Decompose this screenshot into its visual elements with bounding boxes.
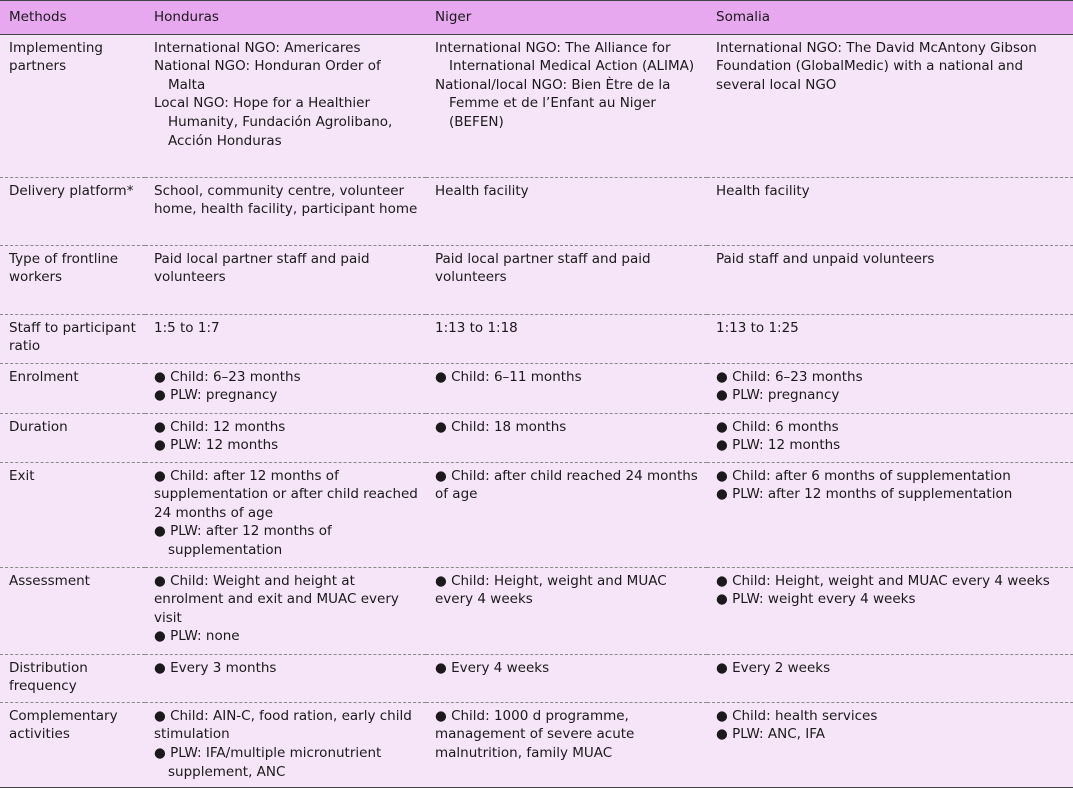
bullet-item: ● Child: 6–23 months [716,368,1065,387]
bullet-item: ● PLW: pregnancy [154,386,418,405]
cell-somalia [707,702,1073,787]
cell-niger [426,567,707,654]
partner-line: National/local NGO: Bien Ètre de la Femme et de l’Enfant au Niger (BEFEN) [435,76,671,130]
bullet-item: ● Child: 18 months [435,418,699,437]
row-complementary-activities [0,702,1073,787]
bullet-item: ● Child: 6 months [716,418,1065,437]
header-row [0,1,1073,35]
partner-line: International NGO: The Alliance for International Medical Action (ALIMA) [435,39,695,75]
row-distribution-frequency [0,654,1073,702]
row-assessment [0,567,1073,654]
header-somalia: Somalia [716,9,771,25]
cell-honduras: 1:5 to 1:7 [145,314,426,363]
bullet-text: PLW: IFA/multiple micronutrient supplement, ANC [168,744,382,780]
cell-honduras [145,34,426,177]
row-frontline-workers [0,245,1073,314]
bullet-item: ● Child: Weight and height at enrolment and exit and MUAC every visit [154,572,418,628]
partner-line: International NGO: Americares [154,39,361,56]
cell-niger [426,654,707,702]
partner-line: Local NGO: Hope for a Healthier Humanity, Fundación Agrolibano, Acción Honduras [154,95,393,149]
cell-honduras [145,413,426,462]
header-methods: Methods [9,9,67,25]
row-label: Complementary activities [0,702,145,787]
bullet-item: ● PLW: 12 months [716,436,1065,455]
row-label: Duration [0,413,145,462]
row-label: Distribution frequency [0,654,145,702]
cell-niger [426,462,707,567]
row-label: Staff to participant ratio [0,314,145,363]
row-label: Assessment [0,567,145,654]
cell-somalia [707,462,1073,567]
bullet-item: ● Every 3 months [154,659,418,678]
row-label: Type of frontline workers [0,245,145,314]
row-label: Enrolment [0,363,145,413]
cell-somalia [707,363,1073,413]
bullet-item [154,744,418,781]
cell-niger [426,702,707,787]
row-enrolment [0,363,1073,413]
bullet-text: PLW: after 12 months of supplementation [168,523,332,558]
bullet-item: ● Child: 6–23 months [154,368,418,387]
partner-line: National NGO: Honduran Order of Malta [154,58,381,93]
bullet-dot [154,523,170,539]
bullet-item: ● PLW: none [154,627,418,646]
cell-somalia [707,567,1073,654]
header-niger: Niger [435,9,472,25]
bullet-item: ● Every 4 weeks [435,659,699,678]
cell-niger [426,34,707,177]
bullet-item: ● Child: Height, weight and MUAC every 4 weeks [716,572,1065,591]
bullet-item: ● PLW: pregnancy [716,386,1065,405]
bullet-item: ● Child: health services [716,707,1065,726]
cell-niger: 1:13 to 1:18 [426,314,707,363]
bullet-item: ● PLW: weight every 4 weeks [716,590,1065,609]
bullet-item: ● Child: Height, weight and MUAC every 4 weeks [435,572,699,609]
cell-somalia: 1:13 to 1:25 [707,314,1073,363]
cell-somalia: Paid staff and unpaid volunteers [707,245,1073,314]
bullet-dot [154,745,170,761]
cell-somalia [707,413,1073,462]
header-honduras: Honduras [154,9,219,25]
cell-niger [426,363,707,413]
cell-honduras [145,567,426,654]
row-duration [0,413,1073,462]
bullet-item: ● Child: 12 months [154,418,418,437]
bullet-item: ● Child: after 12 months of supplementation or after child reached 24 months of age [154,467,418,523]
cell-niger: Health facility [426,177,707,245]
bullet-item: ● Child: 1000 d programme, management of severe acute malnutrition, family MUAC [435,707,699,763]
bullet-item: ● PLW: ANC, IFA [716,725,1065,744]
bullet-item: ● Child: AIN-C, food ration, early child stimulation [154,707,418,744]
cell-honduras [145,462,426,567]
cell-somalia: International NGO: The David McAntony Gibson Foundation (GlobalMedic) with a national and several local NGO [716,39,1037,93]
row-implementing-partners [0,34,1073,177]
cell-honduras [145,702,426,787]
cell-honduras [145,654,426,702]
bullet-item: ● PLW: after 12 months of supplementation [716,485,1065,504]
bullet-item: ● Child: after 6 months of supplementation [716,467,1065,486]
cell-honduras: Paid local partner staff and paid volunteers [145,245,426,314]
row-delivery-platform [0,177,1073,245]
row-staff-ratio [0,314,1073,363]
row-label: Delivery platform* [0,177,145,245]
row-label: Implementing partners [9,39,103,75]
row-label: Exit [0,462,145,567]
row-exit [0,462,1073,567]
cell-niger [426,413,707,462]
cell-honduras: School, community centre, volunteer home, health facility, participant home [145,177,426,245]
bullet-item: ● PLW: 12 months [154,436,418,455]
cell-honduras [145,363,426,413]
bullet-item [154,522,418,559]
cell-niger: Paid local partner staff and paid volunteers [426,245,707,314]
cell-somalia: Health facility [707,177,1073,245]
bullet-item: ● Every 2 weeks [716,659,1065,678]
bullet-item: ● Child: 6–11 months [435,368,699,387]
bullet-item: ● Child: after child reached 24 months of age [435,467,699,504]
cell-somalia [707,654,1073,702]
